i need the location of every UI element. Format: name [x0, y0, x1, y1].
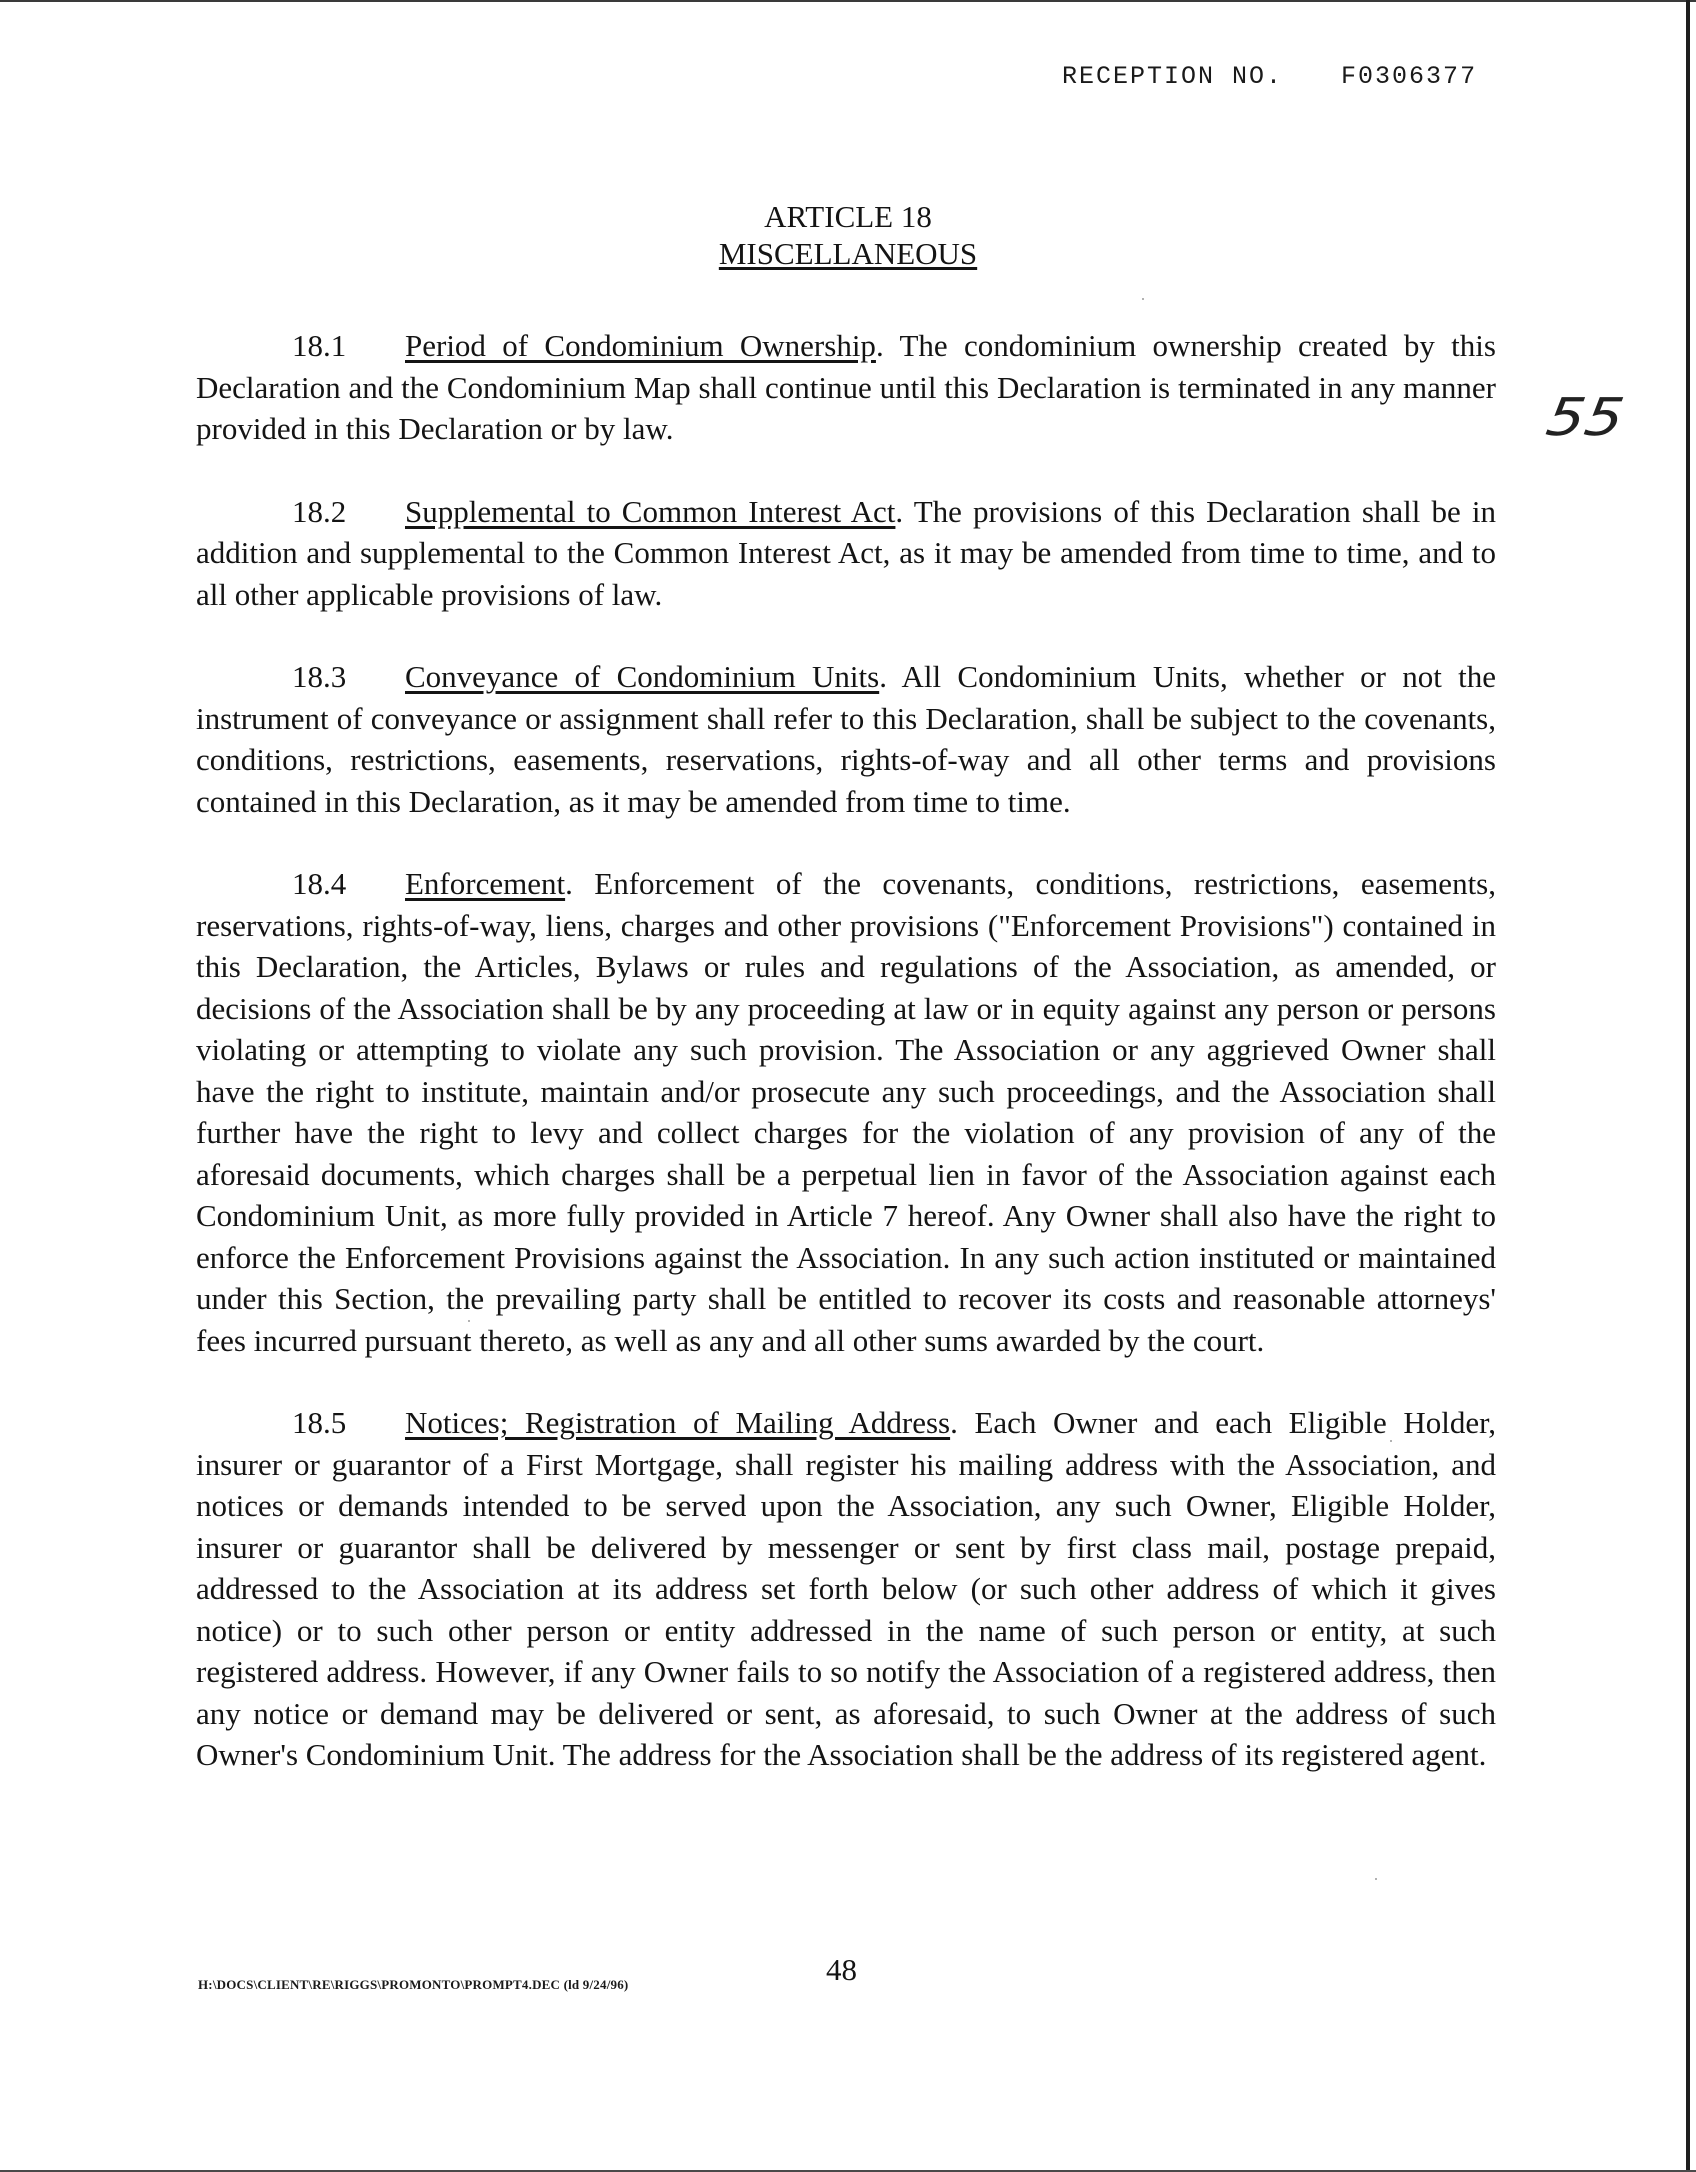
- section-text: The condominium ownership created by this Declaration and the Condominium Map shall continue until this Declaration is terminated in any manner provided in this Declaration or by law.: [196, 328, 1496, 446]
- reception-stamp: [1062, 62, 1477, 91]
- footer-file-path: H:\DOCS\CLIENT\RE\RIGGS\PROMONTO\PROMPT4.DEC (ld 9/24/96): [198, 1977, 629, 1992]
- page-number: 48: [826, 1952, 857, 1987]
- section-18-1: 18.1 Period of Condominium Ownership. The condominium ownership created by this Declaration and the Condominium Map shall continue until this Declaration is terminated in any manner provided in this Declaration or by law.: [196, 325, 1496, 450]
- reception-number: F0306377: [1341, 62, 1478, 91]
- section-text: Each Owner and each Eligible Holder, insurer or guarantor of a First Mortgage, shall register his mailing address with the Association, and notices or demands intended to be served upon the Association, any such Owner, Eligible Holder, insurer or guarantor shall be delivered by messenger or sent by first class mail, postage prepaid, addressed to the Association at its address set forth below (or such other address of which it gives notice) or to such other person or entity addressed in the name of such person or entity, at such registered address. However, if any Owner fails to so notify the Association of a registered address, then any notice or demand may be delivered or sent, as aforesaid, to such Owner at the address of such Owner's Condominium Unit. The address for the Association shall be the address of its registered agent.: [196, 1405, 1496, 1772]
- page-top-border: [0, 0, 1696, 2]
- article-heading: [0, 198, 1696, 272]
- section-title: Supplemental to Common Interest Act: [405, 493, 896, 529]
- section-18-4: 18.4 Enforcement. Enforcement of the covenants, conditions, restrictions, easements, reservations, rights-of-way, liens, charges and other provisions ("Enforcement Provisions") contained in this Declaration, the Articles, Bylaws or rules and regulations of the Association, as amended, or decisions of the Association shall be by any proceeding at law or in equity against any person or persons violating or attempting to violate any such provision. The Association or any aggrieved Owner shall have the right to institute, maintain and/or prosecute any such proceedings, and the Association shall further have the right to levy and collect charges for the violation of any provision of any of the aforesaid documents, which charges shall be a perpetual lien in favor of the Association against each Condominium Unit, as more fully provided in Article 7 hereof. Any Owner shall also have the right to enforce the Enforcement Provisions against the Association. In any such action instituted or maintained under this Section, the prevailing party shall be entitled to recover its costs and reasonable attorneys' fees incurred pursuant thereto, as well as any and all other sums awarded by the court.: [196, 863, 1496, 1361]
- section-18-2: 18.2 Supplemental to Common Interest Act. The provisions of this Declaration shall be in addition and supplemental to the Common Interest Act, as it may be amended from time to time, and to all other applicable provisions of law.: [196, 491, 1496, 616]
- section-number: 18.3: [292, 659, 347, 694]
- section-text: The provisions of this Declaration shall be in addition and supplemental to the Common Interest Act, as it may be amended from time to time, and to all other applicable provisions of law.: [196, 493, 1496, 612]
- section-text: All Condominium Units, whether or not the instrument of conveyance or assignment shall refer to this Declaration, shall be subject to the covenants, conditions, restrictions, easements, reservations, rights-of-way and all other terms and provisions contained in this Declaration, as it may be amended from time to time.: [196, 659, 1497, 819]
- section-number: 18.2: [292, 493, 347, 529]
- section-18-5: 18.5 Notices; Registration of Mailing Address. Each Owner and each Eligible Holder, insurer or guarantor of a First Mortgage, shall register his mailing address with the Association, and notices or demands intended to be served upon the Association, any such Owner, Eligible Holder, insurer or guarantor shall be delivered by messenger or sent by first class mail, postage prepaid, addressed to the Association at its address set forth below (or such other address of which it gives notice) or to such other person or entity addressed in the name of such person or entity, at such registered address. However, if any Owner fails to so notify the Association of a registered address, then any notice or demand may be delivered or sent, as aforesaid, to such Owner at the address of such Owner's Condominium Unit. The address for the Association shall be the address of its registered agent.: [196, 1402, 1496, 1776]
- section-number: 18.1: [292, 328, 347, 363]
- section-title: Period of Condominium Ownership: [405, 328, 876, 363]
- page-right-border: [1686, 0, 1690, 2172]
- section-number: 18.4: [292, 866, 347, 901]
- section-number: 18.5: [292, 1405, 347, 1440]
- handwritten-margin-note: 55: [1542, 388, 1628, 448]
- scan-speck: [468, 1320, 470, 1322]
- scan-speck: [1390, 1440, 1392, 1442]
- section-title: Enforcement: [405, 866, 566, 901]
- article-title: MISCELLANEOUS: [718, 236, 978, 271]
- section-18-3: 18.3 Conveyance of Condominium Units. All Condominium Units, whether or not the instrument of conveyance or assignment shall refer to this Declaration, shall be subject to the covenants, conditions, restrictions, easements, reservations, rights-of-way and all other terms and provisions contained in this Declaration, as it may be amended from time to time.: [196, 656, 1496, 822]
- section-title: Notices; Registration of Mailing Address: [405, 1405, 951, 1440]
- article-body: [196, 325, 1496, 1817]
- scan-speck: [1142, 298, 1144, 300]
- section-text: Enforcement of the covenants, conditions, restrictions, easements, reservations, rights-of-way, liens, charges and other provisions ("Enforcement Provisions") contained in this Declaration, the Articles, Bylaws or rules and regulations of the Association, as amended, or decisions of the Association shall be by any proceeding at law or in equity against any person or persons violating or attempting to violate any such provision. The Association or any aggrieved Owner shall have the right to institute, maintain and/or prosecute any such proceedings, and the Association shall further have the right to levy and collect charges for the violation of any provision of any of the aforesaid documents, which charges shall be a perpetual lien in favor of the Association against each Condominium Unit, as more fully provided in Article 7 hereof. Any Owner shall also have the right to enforce the Enforcement Provisions against the Association. In any such action instituted or maintained under this Section, the prevailing party shall be entitled to recover its costs and reasonable attorneys' fees incurred pursuant thereto, as well as any and all other sums awarded by the court.: [196, 866, 1496, 1358]
- scan-speck: [1375, 1878, 1377, 1880]
- section-title: Conveyance of Condominium Units: [405, 659, 880, 694]
- reception-label: RECEPTION NO.: [1062, 62, 1284, 91]
- article-number: ARTICLE 18: [764, 199, 932, 234]
